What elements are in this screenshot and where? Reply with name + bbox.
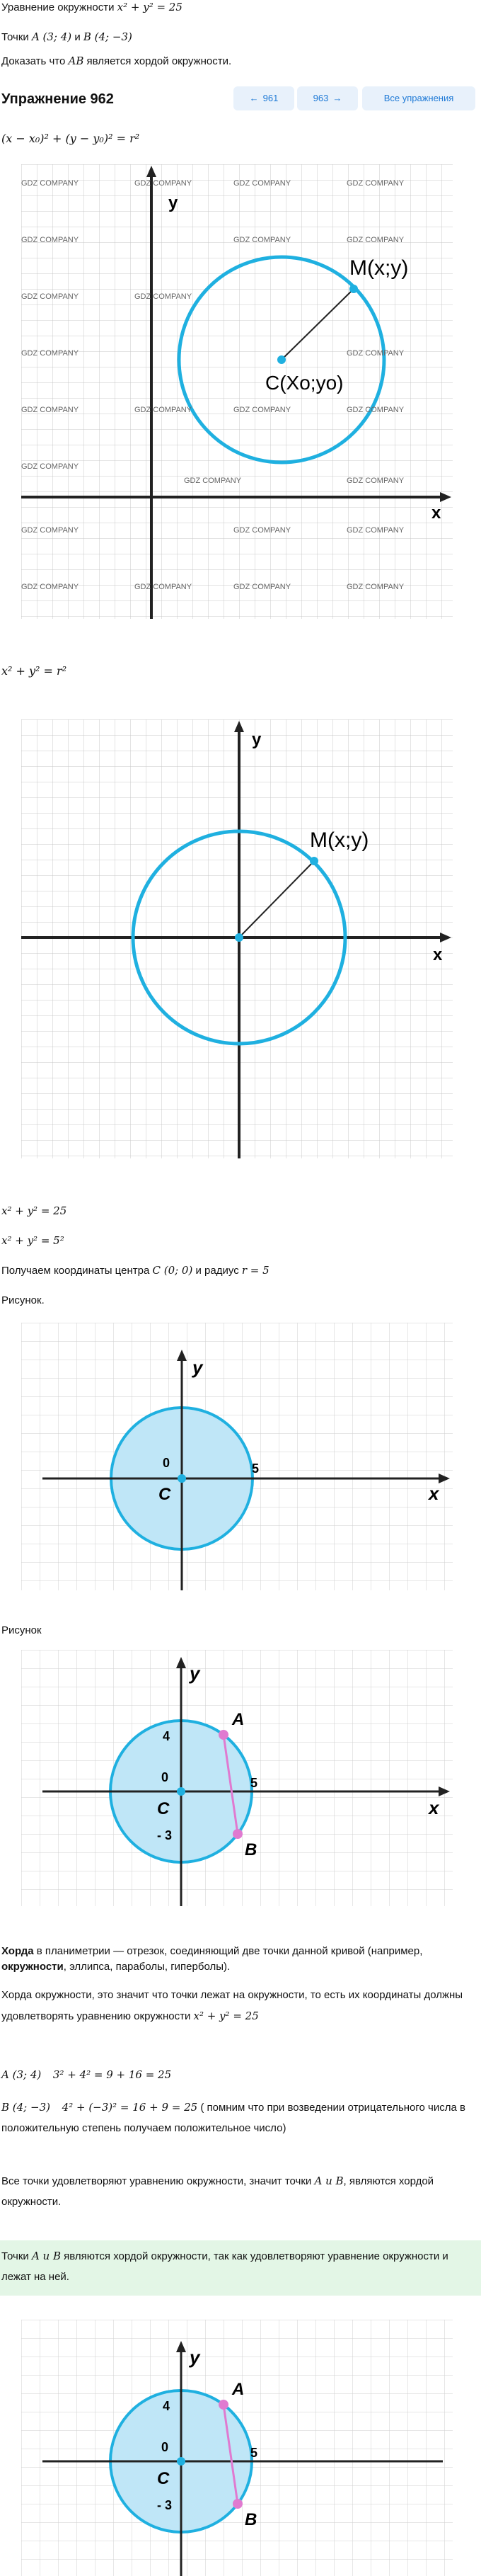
equation-2: x² + y² = 5² bbox=[1, 1234, 64, 1247]
origin-circle-formula: x² + y² = r² bbox=[1, 664, 67, 678]
radius-value: r = 5 bbox=[241, 1264, 270, 1277]
figure-general-circle bbox=[21, 164, 453, 619]
check-a bbox=[1, 2068, 171, 2083]
conclusion-box bbox=[0, 2240, 481, 2296]
five-label: 5 bbox=[252, 1461, 260, 1476]
chord-def-text2: , эллипса, параболы, гиперболы). bbox=[63, 1960, 231, 1973]
point-a bbox=[219, 2400, 228, 2410]
zero-label: 0 bbox=[161, 2440, 169, 2454]
check-b-point: B (4; −3) bbox=[1, 2101, 50, 2114]
conclusion-points: A и B bbox=[31, 2250, 61, 2262]
general-circle-formula: (x − x₀)² + (y − y₀)² = r² bbox=[1, 132, 140, 145]
chord-name: AB bbox=[68, 55, 84, 67]
figure-chord-ab bbox=[21, 1650, 453, 1906]
exercise-title: Упражнение 962 bbox=[1, 91, 114, 107]
watermark-label: GDZ COMPANY bbox=[347, 236, 405, 244]
watermark-label: GDZ COMPANY bbox=[233, 583, 291, 591]
y-axis-label: y bbox=[168, 193, 178, 212]
title-formula: x² + y² = 25 bbox=[117, 1, 182, 13]
watermark-label: GDZ COMPANY bbox=[184, 477, 242, 485]
conclusion-text bbox=[1, 2246, 475, 2287]
x-axis-label: x bbox=[433, 945, 443, 964]
chord-definition bbox=[1, 1944, 475, 1975]
point-m bbox=[349, 285, 358, 293]
zero-label: 0 bbox=[161, 1770, 169, 1784]
watermark-label: GDZ COMPANY bbox=[347, 406, 405, 414]
center-coords: C (0; 0) bbox=[152, 1264, 193, 1277]
point-m bbox=[310, 857, 318, 865]
center-point bbox=[178, 1474, 186, 1483]
minus-three-label: - 3 bbox=[157, 1828, 173, 1842]
point-a bbox=[219, 1730, 228, 1740]
equation-1: x² + y² = 25 bbox=[1, 1204, 67, 1217]
prev-exercise-button[interactable] bbox=[233, 86, 294, 110]
prove-prefix: Доказать что bbox=[1, 55, 69, 67]
conclusion-rest: являются хордой окружности, так как удовлетворяют уравнение окружности и лежат на ней. bbox=[1, 2250, 448, 2283]
x-axis-label: x bbox=[431, 503, 441, 523]
point-b-label: B bbox=[245, 2510, 257, 2529]
prove-suffix: является хордой окружности. bbox=[83, 55, 232, 67]
check-a-point: A (3; 4) bbox=[1, 2068, 42, 2081]
center-text: Получаем координаты центра bbox=[1, 1265, 153, 1277]
arrow-left-icon: ← bbox=[249, 92, 259, 103]
center-radius-line bbox=[1, 1263, 270, 1279]
figure-circle-r5 bbox=[21, 1323, 453, 1590]
watermark-label: GDZ COMPANY bbox=[347, 179, 405, 188]
y-axis-label: y bbox=[252, 730, 262, 749]
watermark-label: GDZ COMPANY bbox=[233, 526, 291, 535]
arrow-right-icon: → bbox=[332, 92, 342, 103]
circle-term: окружности bbox=[1, 1960, 64, 1973]
all-exercises-label: Все упражнения bbox=[383, 92, 454, 103]
center-label: C bbox=[157, 2469, 170, 2488]
point-m-label: M(x;y) bbox=[349, 256, 409, 280]
watermark-label: GDZ COMPANY bbox=[134, 406, 192, 414]
watermark-label: GDZ COMPANY bbox=[347, 349, 405, 358]
and-word: и bbox=[71, 31, 83, 43]
figure-caption-2: Рисунок bbox=[1, 1624, 42, 1636]
grid bbox=[21, 164, 453, 619]
chord-explanation-text: Хорда окружности, это значит что точки лежат на окружности, то есть их координаты должны удовлетворять уравнению окружности bbox=[1, 1989, 463, 2022]
y-axis-label: y bbox=[190, 1663, 200, 1684]
point-b-label: B bbox=[245, 1840, 257, 1859]
figure-caption-1: Рисунок. bbox=[1, 1294, 45, 1306]
prove-line bbox=[1, 54, 231, 69]
four-label: 4 bbox=[163, 2399, 170, 2413]
point-b: B (4; −3) bbox=[83, 30, 132, 43]
watermark-label: GDZ COMPANY bbox=[233, 406, 291, 414]
chord-equation: x² + y² = 25 bbox=[193, 2009, 259, 2022]
all-exercises-button[interactable] bbox=[362, 86, 475, 110]
check-b-calc: 4² + (−3)² = 16 + 9 = 25 bbox=[62, 2101, 198, 2114]
center-point bbox=[177, 1787, 185, 1796]
center-label: C bbox=[158, 1485, 171, 1504]
five-label: 5 bbox=[250, 1776, 258, 1790]
all-points-names: A и B bbox=[314, 2175, 344, 2187]
points-prefix: Точки bbox=[1, 31, 32, 43]
point-a: A (3; 4) bbox=[31, 30, 72, 43]
check-a-calc: 3² + 4² = 9 + 16 = 25 bbox=[52, 2068, 172, 2081]
point-a-label: A bbox=[232, 2380, 245, 2399]
zero-label: 0 bbox=[163, 1456, 170, 1470]
center-label: C(Xo;yo) bbox=[265, 372, 344, 394]
center-point bbox=[177, 2457, 185, 2466]
watermark-label: GDZ COMPANY bbox=[21, 526, 79, 535]
point-b bbox=[233, 2499, 243, 2509]
minus-three-label: - 3 bbox=[157, 2498, 173, 2512]
all-points-text bbox=[1, 2171, 475, 2212]
watermark-label: GDZ COMPANY bbox=[21, 179, 79, 188]
watermark-label: GDZ COMPANY bbox=[347, 583, 405, 591]
watermark-label: GDZ COMPANY bbox=[134, 179, 192, 188]
watermark-label: GDZ COMPANY bbox=[21, 583, 79, 591]
point-m-label: M(x;y) bbox=[310, 828, 369, 852]
check-b-note: ( помним что при возведении отрицательного числа в положительную степень получаем положительное число) bbox=[1, 2102, 465, 2134]
next-label: 963 bbox=[313, 92, 329, 103]
center-point bbox=[277, 355, 286, 364]
figure-chord-ab-final bbox=[21, 2320, 453, 2576]
next-exercise-button[interactable] bbox=[297, 86, 358, 110]
conclusion-prefix: Точки bbox=[1, 2250, 32, 2262]
watermark-label: GDZ COMPANY bbox=[21, 406, 79, 414]
point-a-label: A bbox=[232, 1710, 245, 1729]
x-axis-label: x bbox=[429, 1483, 439, 1504]
point-b bbox=[233, 1829, 243, 1839]
watermark-label: GDZ COMPANY bbox=[21, 292, 79, 301]
title-text: Уравнение окружности bbox=[1, 1, 117, 13]
five-label: 5 bbox=[250, 2446, 258, 2460]
figure-origin-circle bbox=[21, 719, 453, 1158]
center-label: C bbox=[157, 1799, 170, 1818]
watermark-label: GDZ COMPANY bbox=[134, 292, 192, 301]
watermark-label: GDZ COMPANY bbox=[134, 583, 192, 591]
prev-label: 961 bbox=[262, 92, 279, 103]
all-points-suffix: , являются хордой окружности. bbox=[1, 2175, 434, 2208]
watermark-label: GDZ COMPANY bbox=[21, 236, 79, 244]
y-axis-label: y bbox=[192, 1357, 203, 1378]
points-line bbox=[1, 30, 132, 45]
watermark-label: GDZ COMPANY bbox=[21, 462, 79, 471]
all-points-prefix: Все точки удовлетворяют уравнению окружности, значит точки bbox=[1, 2175, 315, 2187]
watermark-label: GDZ COMPANY bbox=[233, 236, 291, 244]
chord-term: Хорда bbox=[1, 1945, 34, 1957]
watermark-label: GDZ COMPANY bbox=[347, 477, 405, 485]
problem-title bbox=[1, 0, 182, 16]
center-point bbox=[235, 933, 243, 942]
chord-explanation bbox=[1, 1985, 475, 2027]
y-axis-label: y bbox=[190, 2347, 200, 2368]
check-b bbox=[1, 2097, 475, 2138]
radius-text: и радиус bbox=[192, 1265, 242, 1277]
four-label: 4 bbox=[163, 1729, 170, 1743]
watermark-label: GDZ COMPANY bbox=[347, 526, 405, 535]
chord-def-text1: в планиметрии — отрезок, соединяющий две точки данной кривой (например, bbox=[33, 1945, 423, 1957]
watermark-label: GDZ COMPANY bbox=[233, 179, 291, 188]
watermark-label: GDZ COMPANY bbox=[21, 349, 79, 358]
x-axis-label: x bbox=[429, 1797, 439, 1818]
